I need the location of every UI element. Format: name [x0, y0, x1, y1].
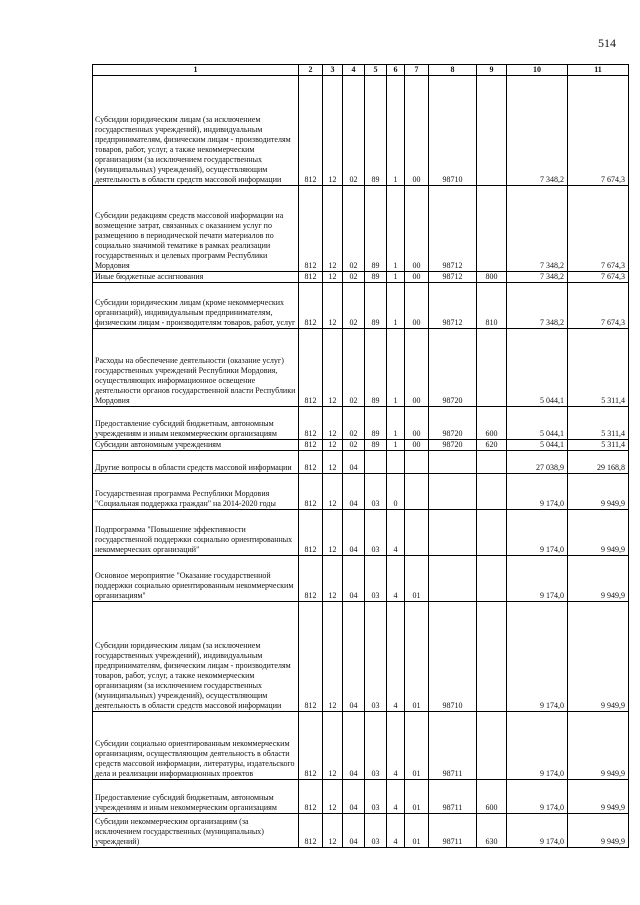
- row-c11-cell: 9 949,9: [568, 712, 629, 780]
- page-number: 514: [598, 36, 616, 50]
- row-name-cell: Расходы на обеспечение деятельности (оказание услуг) государственных учреждений Республики Мордовия, осуществляющих информационное освещение деятельности органов государственной власти Республики Мордовия: [93, 329, 299, 407]
- row-c2-cell: 812: [299, 602, 323, 712]
- row-c4-cell: 04: [343, 814, 365, 848]
- row-c6-cell: 4: [387, 780, 405, 814]
- row-c3-cell: 12: [323, 712, 343, 780]
- row-c9-cell: [477, 712, 507, 780]
- row-c3-cell: 12: [323, 556, 343, 602]
- row-name-cell: Иные бюджетные ассигнования: [93, 272, 299, 283]
- row-c3-cell: 12: [323, 780, 343, 814]
- row-name-cell: Субсидии юридическим лицам (кроме некоммерческих организаций), индивидуальным предпринимателям, физическим лицам - производителям товаров, работ, услуг: [93, 283, 299, 329]
- row-c3-cell: 12: [323, 186, 343, 272]
- row-c10-cell: 9 174,0: [507, 814, 568, 848]
- column-header-8: 8: [429, 65, 477, 76]
- row-c6-cell: 1: [387, 272, 405, 283]
- row-c6-cell: 4: [387, 510, 405, 556]
- row-c4-cell: 02: [343, 186, 365, 272]
- row-c3-cell: 12: [323, 474, 343, 510]
- row-c7-cell: 01: [405, 814, 429, 848]
- row-c4-cell: 04: [343, 510, 365, 556]
- row-c8-cell: 98711: [429, 814, 477, 848]
- row-c11-cell: 9 949,9: [568, 602, 629, 712]
- row-c7-cell: [405, 451, 429, 474]
- row-c11-cell: 7 674,3: [568, 272, 629, 283]
- row-c7-cell: [405, 510, 429, 556]
- row-c4-cell: 04: [343, 451, 365, 474]
- row-c2-cell: 812: [299, 814, 323, 848]
- row-c2-cell: 812: [299, 407, 323, 440]
- row-c9-cell: 630: [477, 814, 507, 848]
- row-c4-cell: 04: [343, 780, 365, 814]
- row-c9-cell: [477, 76, 507, 186]
- row-c10-cell: 27 038,9: [507, 451, 568, 474]
- row-name-cell: Основное мероприятие "Оказание государственной поддержки социально ориентированным некоммерческим организациям": [93, 556, 299, 602]
- column-header-5: 5: [365, 65, 387, 76]
- row-c9-cell: [477, 451, 507, 474]
- row-c4-cell: 02: [343, 440, 365, 451]
- row-c8-cell: 98712: [429, 186, 477, 272]
- row-c6-cell: 0: [387, 474, 405, 510]
- row-c5-cell: 89: [365, 440, 387, 451]
- row-c5-cell: 89: [365, 283, 387, 329]
- row-c6-cell: 4: [387, 556, 405, 602]
- row-c10-cell: 9 174,0: [507, 780, 568, 814]
- column-header-9: 9: [477, 65, 507, 76]
- row-c6-cell: 1: [387, 329, 405, 407]
- column-header-11: 11: [568, 65, 629, 76]
- row-name-cell: Государственная программа Республики Мордовия "Социальная поддержка граждан" на 2014-2020 годы: [93, 474, 299, 510]
- row-c11-cell: 9 949,9: [568, 814, 629, 848]
- row-c2-cell: 812: [299, 780, 323, 814]
- row-c7-cell: 01: [405, 712, 429, 780]
- column-header-2: 2: [299, 65, 323, 76]
- table-row: [93, 76, 629, 186]
- column-header-3: 3: [323, 65, 343, 76]
- row-c9-cell: 810: [477, 283, 507, 329]
- row-c7-cell: 01: [405, 780, 429, 814]
- row-c5-cell: 89: [365, 186, 387, 272]
- budget-table: [92, 64, 629, 848]
- row-c4-cell: 04: [343, 556, 365, 602]
- row-c8-cell: 98712: [429, 272, 477, 283]
- row-c5-cell: 89: [365, 76, 387, 186]
- row-c8-cell: [429, 474, 477, 510]
- row-c2-cell: 812: [299, 451, 323, 474]
- table-row: [93, 186, 629, 272]
- row-c11-cell: 7 674,3: [568, 76, 629, 186]
- row-c10-cell: 7 348,2: [507, 76, 568, 186]
- row-c9-cell: [477, 510, 507, 556]
- row-c9-cell: [477, 474, 507, 510]
- table-row: [93, 329, 629, 407]
- row-c9-cell: 800: [477, 272, 507, 283]
- row-c10-cell: 7 348,2: [507, 272, 568, 283]
- row-c10-cell: 7 348,2: [507, 283, 568, 329]
- row-c10-cell: 7 348,2: [507, 186, 568, 272]
- row-c10-cell: 9 174,0: [507, 474, 568, 510]
- row-c9-cell: 600: [477, 407, 507, 440]
- row-c4-cell: 04: [343, 474, 365, 510]
- row-c11-cell: 29 168,8: [568, 451, 629, 474]
- row-c5-cell: 03: [365, 712, 387, 780]
- row-c3-cell: 12: [323, 510, 343, 556]
- row-c2-cell: 812: [299, 474, 323, 510]
- row-c4-cell: 02: [343, 76, 365, 186]
- row-c6-cell: 1: [387, 283, 405, 329]
- table-row: [93, 440, 629, 451]
- row-c4-cell: 02: [343, 272, 365, 283]
- table-row: [93, 272, 629, 283]
- row-c5-cell: 03: [365, 510, 387, 556]
- row-name-cell: Предоставление субсидий бюджетным, автономным учреждениям и иным некоммерческим организациям: [93, 780, 299, 814]
- column-header-1: 1: [93, 65, 299, 76]
- row-c6-cell: 4: [387, 712, 405, 780]
- row-c2-cell: 812: [299, 712, 323, 780]
- row-c11-cell: 9 949,9: [568, 510, 629, 556]
- row-c3-cell: 12: [323, 283, 343, 329]
- row-c8-cell: [429, 451, 477, 474]
- row-c2-cell: 812: [299, 556, 323, 602]
- row-name-cell: Предоставление субсидий бюджетным, автономным учреждениям и иным некоммерческим организациям: [93, 407, 299, 440]
- row-c6-cell: [387, 451, 405, 474]
- row-c3-cell: 12: [323, 451, 343, 474]
- row-c9-cell: [477, 329, 507, 407]
- row-name-cell: Другие вопросы в области средств массовой информации: [93, 451, 299, 474]
- row-c7-cell: 00: [405, 272, 429, 283]
- row-c4-cell: 04: [343, 712, 365, 780]
- table-row: [93, 780, 629, 814]
- row-c8-cell: 98720: [429, 407, 477, 440]
- row-c11-cell: 7 674,3: [568, 283, 629, 329]
- row-c9-cell: [477, 602, 507, 712]
- row-c10-cell: 9 174,0: [507, 712, 568, 780]
- row-c5-cell: 03: [365, 474, 387, 510]
- row-c6-cell: 1: [387, 186, 405, 272]
- table-row: [93, 451, 629, 474]
- row-c10-cell: 9 174,0: [507, 602, 568, 712]
- row-c11-cell: 5 311,4: [568, 329, 629, 407]
- row-c3-cell: 12: [323, 329, 343, 407]
- table-row: [93, 602, 629, 712]
- table-row: [93, 814, 629, 848]
- row-c6-cell: 1: [387, 76, 405, 186]
- row-c2-cell: 812: [299, 272, 323, 283]
- row-c2-cell: 812: [299, 186, 323, 272]
- row-name-cell: Субсидии юридическим лицам (за исключением государственных учреждений), индивидуальным предпринимателям, физическим лицам - производителям товаров, работ, услуг, а также некоммерческим организациям (за исключением государственных (муниципальных) учреждений), осуществляющим деятельность в области средств массовой информации: [93, 76, 299, 186]
- row-c11-cell: 9 949,9: [568, 780, 629, 814]
- row-c7-cell: 00: [405, 76, 429, 186]
- row-c4-cell: 02: [343, 407, 365, 440]
- row-c10-cell: 9 174,0: [507, 510, 568, 556]
- row-c10-cell: 9 174,0: [507, 556, 568, 602]
- row-c11-cell: 9 949,9: [568, 474, 629, 510]
- row-c3-cell: 12: [323, 440, 343, 451]
- table-row: [93, 283, 629, 329]
- row-c8-cell: [429, 556, 477, 602]
- row-c7-cell: 00: [405, 186, 429, 272]
- row-c8-cell: 98711: [429, 712, 477, 780]
- row-c8-cell: 98710: [429, 76, 477, 186]
- row-c3-cell: 12: [323, 602, 343, 712]
- row-c9-cell: 600: [477, 780, 507, 814]
- table-header-row: [93, 65, 629, 76]
- row-c2-cell: 812: [299, 440, 323, 451]
- row-c9-cell: [477, 556, 507, 602]
- row-c3-cell: 12: [323, 814, 343, 848]
- row-c4-cell: 02: [343, 283, 365, 329]
- row-c11-cell: 9 949,9: [568, 556, 629, 602]
- row-c5-cell: 89: [365, 329, 387, 407]
- row-c7-cell: 00: [405, 407, 429, 440]
- row-c2-cell: 812: [299, 283, 323, 329]
- row-c10-cell: 5 044,1: [507, 329, 568, 407]
- row-c5-cell: [365, 451, 387, 474]
- row-name-cell: Субсидии автономным учреждениям: [93, 440, 299, 451]
- row-c10-cell: 5 044,1: [507, 407, 568, 440]
- row-c7-cell: 00: [405, 329, 429, 407]
- row-c3-cell: 12: [323, 272, 343, 283]
- column-header-4: 4: [343, 65, 365, 76]
- row-c5-cell: 03: [365, 556, 387, 602]
- row-c11-cell: 5 311,4: [568, 407, 629, 440]
- row-c2-cell: 812: [299, 76, 323, 186]
- row-c7-cell: 00: [405, 283, 429, 329]
- row-c8-cell: [429, 510, 477, 556]
- row-c7-cell: 00: [405, 440, 429, 451]
- row-c6-cell: 1: [387, 407, 405, 440]
- row-c7-cell: [405, 474, 429, 510]
- table-row: [93, 510, 629, 556]
- column-header-6: 6: [387, 65, 405, 76]
- table-row: [93, 556, 629, 602]
- row-c7-cell: 01: [405, 556, 429, 602]
- table-row: [93, 712, 629, 780]
- row-name-cell: Субсидии некоммерческим организациям (за исключением государственных (муниципальных) учреждений): [93, 814, 299, 848]
- table-row: [93, 474, 629, 510]
- row-c5-cell: 89: [365, 272, 387, 283]
- row-c8-cell: 98711: [429, 780, 477, 814]
- row-name-cell: Субсидии социально ориентированным некоммерческим организациям, осуществляющим деятельность в области средств массовой информации, литературы, издательского дела и реализации информационных проектов: [93, 712, 299, 780]
- row-c3-cell: 12: [323, 407, 343, 440]
- row-name-cell: Субсидии юридическим лицам (за исключением государственных учреждений), индивидуальным предпринимателям, физическим лицам - производителям товаров, работ, услуг, а также некоммерческим организациям (за исключением государственных (муниципальных) учреждений), осуществляющим деятельность в области средств массовой информации: [93, 602, 299, 712]
- row-name-cell: Подпрограмма "Повышение эффективности государственной поддержки социально ориентированных некоммерческих организаций": [93, 510, 299, 556]
- row-c7-cell: 01: [405, 602, 429, 712]
- row-c6-cell: 4: [387, 602, 405, 712]
- row-c8-cell: 98712: [429, 283, 477, 329]
- row-c4-cell: 04: [343, 602, 365, 712]
- column-header-7: 7: [405, 65, 429, 76]
- row-c9-cell: 620: [477, 440, 507, 451]
- row-c2-cell: 812: [299, 510, 323, 556]
- row-name-cell: Субсидии редакциям средств массовой информации на возмещение затрат, связанных с оказанием услуг по размещению в периодической печати материалов по социально значимой тематике в рамках реализации государственных и целевых программ Республики Мордовия: [93, 186, 299, 272]
- row-c10-cell: 5 044,1: [507, 440, 568, 451]
- row-c5-cell: 03: [365, 602, 387, 712]
- column-header-10: 10: [507, 65, 568, 76]
- row-c3-cell: 12: [323, 76, 343, 186]
- row-c6-cell: 4: [387, 814, 405, 848]
- row-c5-cell: 89: [365, 407, 387, 440]
- row-c8-cell: 98710: [429, 602, 477, 712]
- table-row: [93, 407, 629, 440]
- row-c5-cell: 03: [365, 780, 387, 814]
- row-c9-cell: [477, 186, 507, 272]
- row-c8-cell: 98720: [429, 440, 477, 451]
- row-c5-cell: 03: [365, 814, 387, 848]
- row-c4-cell: 02: [343, 329, 365, 407]
- row-c11-cell: 5 311,4: [568, 440, 629, 451]
- row-c6-cell: 1: [387, 440, 405, 451]
- row-c11-cell: 7 674,3: [568, 186, 629, 272]
- row-c2-cell: 812: [299, 329, 323, 407]
- row-c8-cell: 98720: [429, 329, 477, 407]
